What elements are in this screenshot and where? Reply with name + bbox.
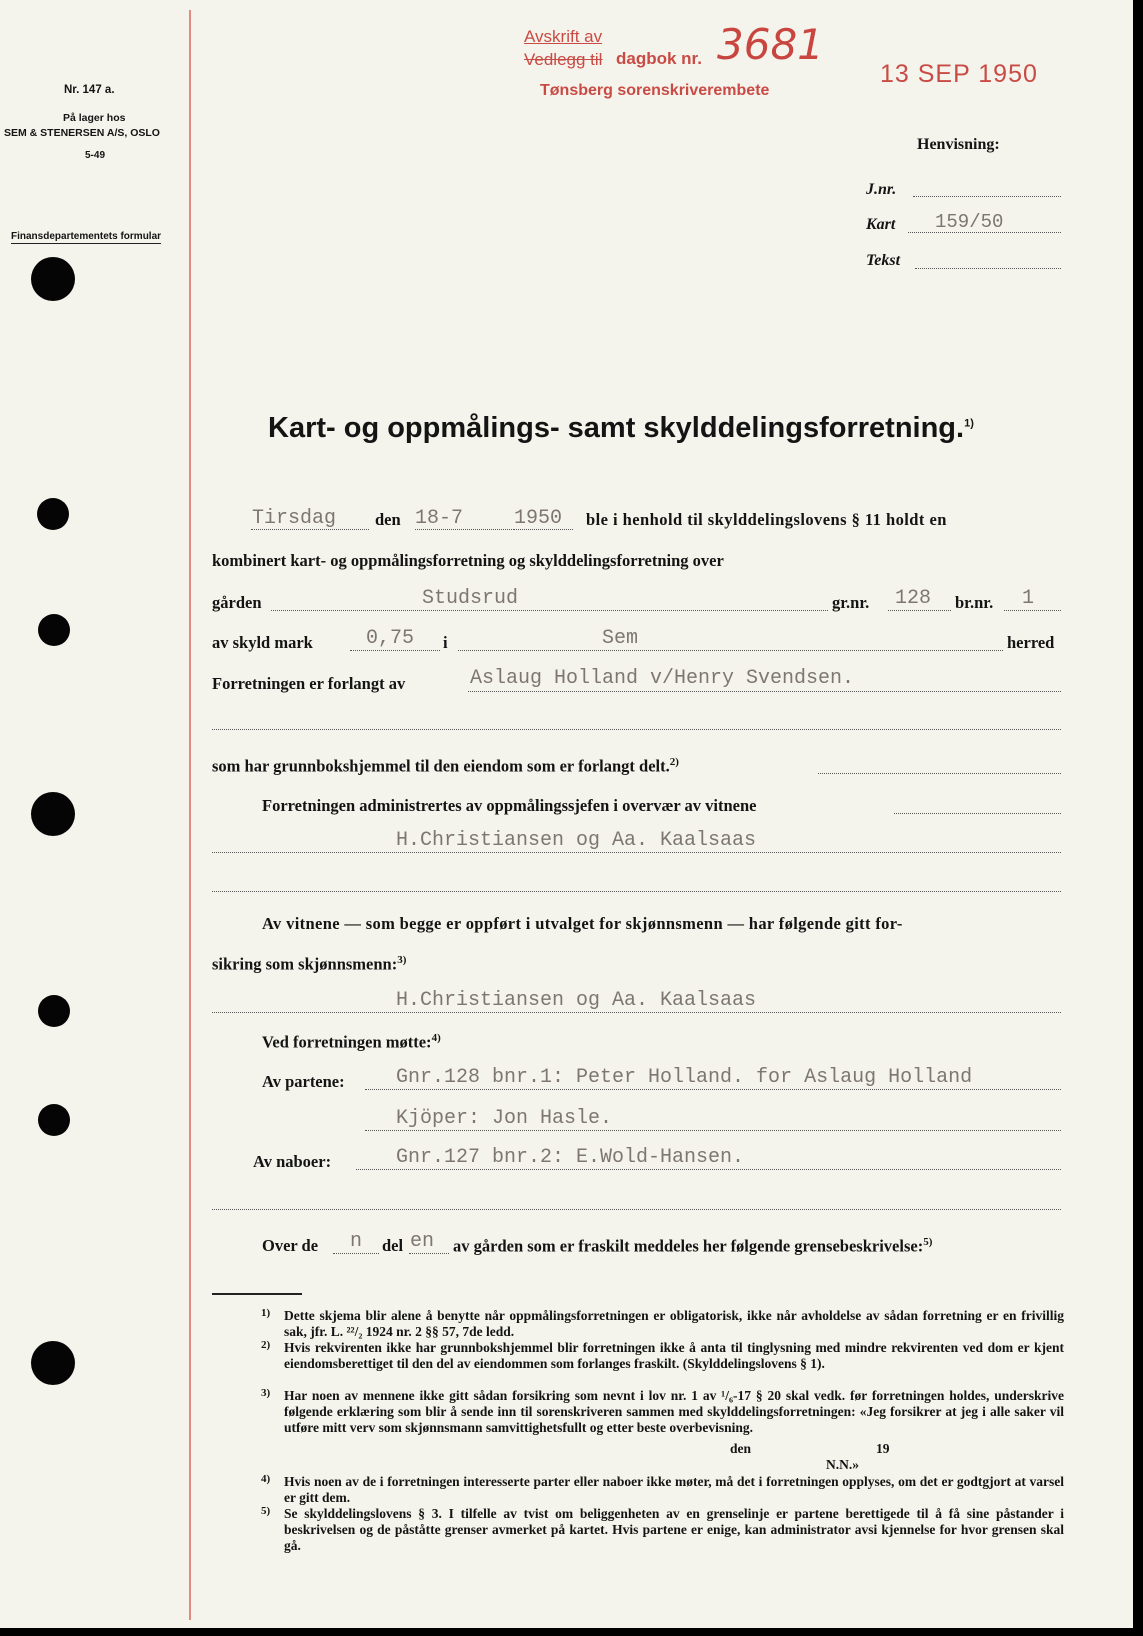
requested-by-field (468, 691, 1061, 692)
kart-value: 159/50 (935, 211, 1004, 233)
title-holder-text: som har grunnbokshjemmel til den eiendom som er forlangt delt.$^{2)}$ (212, 756, 679, 776)
municipality-field (458, 650, 1003, 651)
farm-value: Studsrud (422, 587, 519, 610)
stamp-copy-of: Avskrift av (524, 27, 603, 46)
footnote-number: 3) (261, 1387, 271, 1399)
grnr-label: gr.nr. (832, 593, 870, 612)
ministry-form-label: Finansdepartementets formular (11, 231, 162, 242)
skyld-value: 0,75 (366, 627, 415, 650)
grnr-field (888, 610, 951, 611)
farm-label: gården (212, 593, 262, 612)
brnr-value: 1 (1022, 587, 1035, 610)
punch-hole (38, 614, 70, 646)
witnesses-field-2 (212, 891, 1061, 892)
weekday-value: Tirsdag (252, 507, 337, 530)
intro-line-2: kombinert kart- og oppmålingsforretning og skylddelingsforretning over (212, 551, 724, 570)
farm-field (271, 610, 828, 611)
parties-field-2 (365, 1130, 1061, 1131)
parties-value-line-2: Kjöper: Jon Hasle. (396, 1107, 613, 1130)
reference-heading: Henvisning: (917, 136, 1000, 153)
received-date-stamp: 13 SEP 1950 (880, 60, 1038, 88)
over-value-2: en (410, 1230, 435, 1253)
footnote-5: Se skylddelingslovens § 3. I tilfelle av tvist om beliggenheten av en grenselinje er partene berettigede til å få sine påstander i beskrivelsen og de påståtte grenser avmerket på kartet. Hvis partene er enige, kan administrator avsi kjennelse for hvor grensen skal gå. (284, 1506, 1064, 1553)
parties-field (365, 1089, 1061, 1090)
witnesses-value: H.Christiansen og Aa. Kaalsaas (396, 829, 757, 852)
skyld-label: av skyld mark (212, 633, 313, 652)
skyld-field (350, 650, 440, 651)
neighbours-field-2 (212, 1209, 1061, 1210)
footnote-number: 2) (261, 1339, 271, 1351)
administration-text: Forretningen administrertes av oppmålingssjefen i overvær av vitnene (262, 796, 757, 815)
year-value: 1950 (514, 507, 563, 530)
form-number: Nr. 147 a. (64, 84, 115, 96)
footnote-3: Har noen av mennene ikke gitt sådan forsikring som nevnt i lov nr. 1 av ¹/₆-17 § 20 skal vedk. før forretningen holdes, underskrive følgende erklæring som blir å sende inn til sorenskriveren sammen med skylddelingsforretningen: «Jeg forsikrer at jeg i alle saker vil utføre mitt verv som skjønnsmann samvittighetsfullt og etter beste overbevisning. (284, 1388, 1064, 1435)
over-label: Over de (262, 1236, 319, 1255)
footnote-4: Hvis noen av de i forretningen interesserte parter eller naboer ikke møter, må det i forretningen opplyses, om det er godtgjort at varsel er gitt dem. (284, 1474, 1064, 1505)
witness-statement-line-1: Av vitnene — som begge er oppført i utvalget for skjønnsmenn — har følgende gitt for- (262, 914, 903, 933)
punch-hole (31, 1341, 75, 1385)
boundary-description-text: av gården som er fraskilt meddeles her følgende grensebeskrivelse:$^{5)}$ (453, 1236, 933, 1256)
date-value: 18-7 (415, 507, 464, 530)
neighbours-value: Gnr.127 bnr.2: E.Wold-Hansen. (396, 1146, 745, 1169)
title-holder-field (818, 773, 1061, 774)
punch-hole (31, 257, 75, 301)
kart-label: Kart (866, 216, 896, 233)
punch-hole (31, 792, 75, 836)
margin-rule (189, 10, 191, 1620)
footnote-number: 4) (261, 1473, 271, 1485)
assessors-field (212, 1012, 1061, 1013)
stamp-journal-label: dagbok nr. (616, 49, 702, 68)
footnote-3-den: den (730, 1441, 752, 1456)
witnesses-field (212, 852, 1061, 853)
den-label: den (375, 510, 401, 529)
requested-by-field-2 (212, 729, 1061, 730)
footnote-number: 5) (261, 1505, 271, 1517)
attendees-label: Ved forretningen møtte:$^{4)}$ (262, 1032, 441, 1052)
document-title: Kart- og oppmålings- samt skylddelingsforretning.$^{1)}$ (268, 412, 974, 444)
footnote-2: Hvis rekvirenten ikke har grunnbokshjemmel blir forretningen ikke å anta til tinglysning med mindre rekvirenten ved dom er kjent eiendomsberettiget til den del av eiendommen som forlanges fraskilt. (Skylddelingslovens § 1). (284, 1340, 1064, 1371)
neighbours-label: Av naboer: (253, 1152, 332, 1171)
punch-hole (38, 995, 70, 1027)
footnote-rule (212, 1293, 302, 1295)
brnr-field (1004, 610, 1061, 611)
del-label: del (382, 1236, 404, 1255)
municipality-value: Sem (602, 627, 639, 650)
punch-hole (38, 1104, 70, 1136)
requested-by-value: Aslaug Holland v/Henry Svendsen. (470, 667, 855, 690)
over-field-2 (409, 1253, 449, 1254)
grnr-value: 128 (895, 587, 932, 610)
intro-text: ble i henhold til skylddelingslovens § 11 holdt en (586, 510, 947, 529)
brnr-label: br.nr. (955, 593, 994, 612)
footnote-number: 1) (261, 1307, 271, 1319)
requested-by-label: Forretningen er forlangt av (212, 674, 406, 693)
punch-hole (37, 498, 69, 530)
jnr-label: J.nr. (866, 181, 897, 198)
journal-number: 3681 (717, 20, 824, 69)
stamp-attachment-struck: Vedlegg til (524, 50, 603, 69)
administration-field (894, 813, 1061, 814)
footnote-1: Dette skjema blir alene å benytte når oppmålingsforretningen er obligatorisk, ikke når avholdelse av sådan forretning er en frivillig sak, jfr. L. ²²/₂ 1924 nr. 2 §§ 57, 7de ledd. (284, 1308, 1064, 1339)
edition-code: 5-49 (85, 150, 106, 161)
over-field-1 (333, 1253, 379, 1254)
herred-label: herred (1007, 633, 1055, 652)
jnr-field (913, 196, 1061, 197)
footnote-3-year: 19 (876, 1441, 890, 1456)
parties-label: Av partene: (262, 1072, 345, 1091)
witness-statement-line-2: sikring som skjønnsmenn:$^{3)}$ (212, 954, 407, 974)
tekst-label: Tekst (866, 252, 901, 269)
stock-supplier: SEM & STENERSEN A/S, OSLO (4, 127, 160, 139)
footnote-3-signature: N.N.» (826, 1457, 859, 1472)
over-value-1: n (350, 1230, 363, 1253)
stock-line: På lager hos (63, 112, 126, 124)
tekst-field (915, 268, 1061, 269)
stamp-office: Tønsberg sorenskriverembete (540, 82, 770, 99)
assessors-value: H.Christiansen og Aa. Kaalsaas (396, 989, 757, 1012)
parties-value-line-1: Gnr.128 bnr.1: Peter Holland. for Aslaug Holland (396, 1066, 973, 1089)
neighbours-field (356, 1169, 1061, 1170)
i-label: i (443, 633, 448, 652)
